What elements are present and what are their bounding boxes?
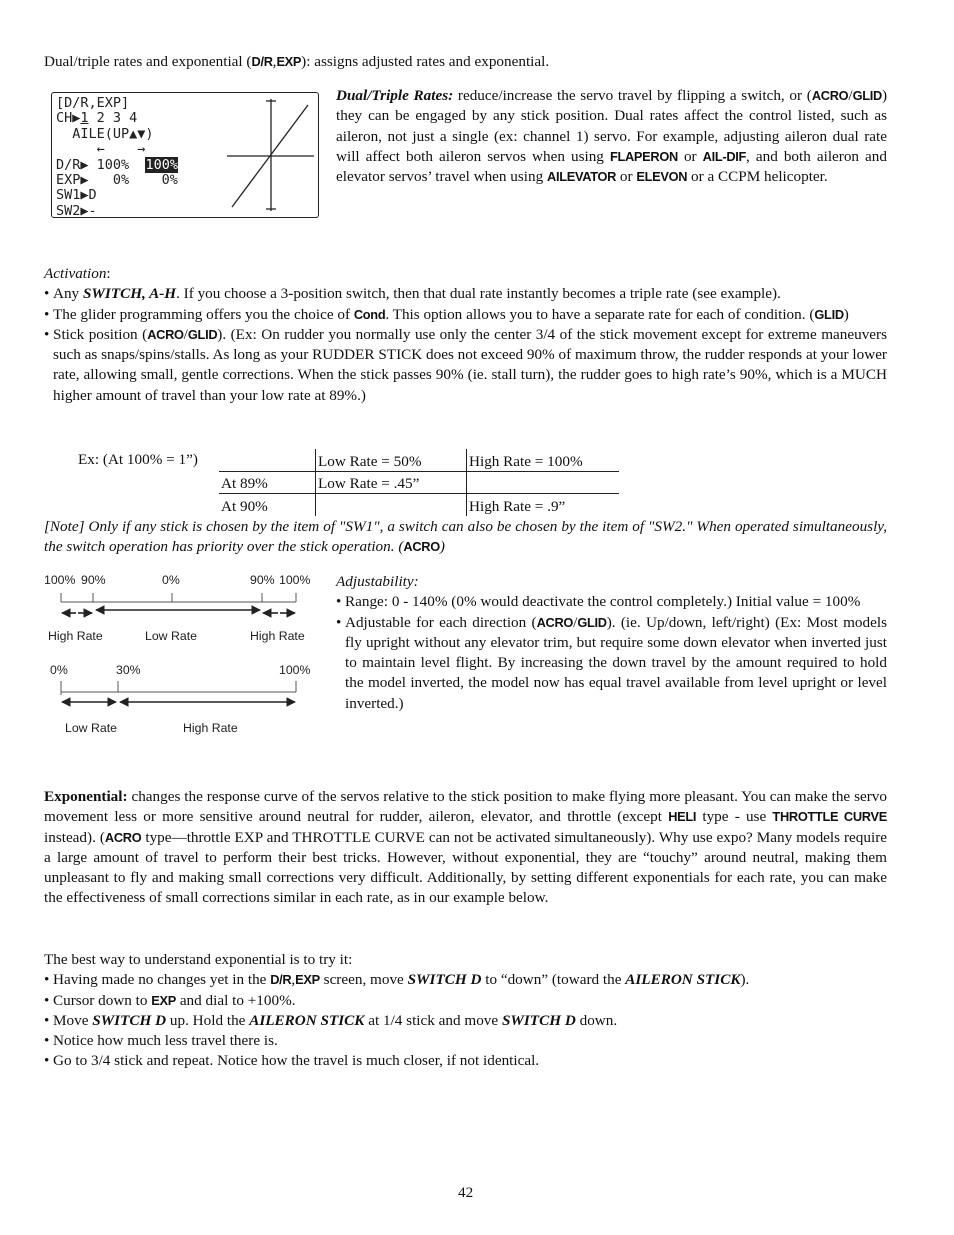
dr-tag: D/R: [251, 54, 273, 69]
example-label: Ex: (At 100% = 1”): [78, 451, 198, 468]
table-row: At 89% Low Rate = .45”: [219, 471, 619, 494]
exp-tag: EXP: [276, 54, 302, 69]
section-heading: Dual/triple rates and exponential (D/R,EXP): assigns adjusted rates and exponential.: [44, 53, 550, 70]
list-item: • Stick position (ACRO/GLID). (Ex: On rudder you normally use only the center 3/4 of the stick movement except for extreme maneuvers such as snaps/spins/stalls. As long as your RUDDER STICK does not exceed 90% of maximum throw, the rudder responds at your lower rate, allowing small, gentle corrections. When the stick passes 90% (ie. stall turn), the rudder goes to high rate’s 90%, which is a MUCH higher amount of travel than your low rate at 89%.): [44, 325, 887, 406]
lcd-text: [D/R,EXP] CH▶1 2 3 4 AILE(UP▲▼) ← → D/R▶ 100% 100% EXP▶ 0% 0% SW1▶D SW2▶-: [56, 95, 178, 219]
list-item: • Notice how much less travel there is.: [44, 1031, 887, 1051]
list-item: • Move SWITCH D up. Hold the AILERON STICK at 1/4 stick and move SWITCH D down.: [44, 1011, 887, 1031]
lcd-arrow-icon: ▶: [80, 187, 89, 204]
list-item: • Go to 3/4 stick and repeat. Notice how the travel is much closer, if not identical.: [44, 1051, 887, 1071]
page-number: 42: [458, 1184, 474, 1201]
table-row: Low Rate = 50% High Rate = 100%: [219, 449, 619, 471]
rate-diagrams: [0, 0, 330, 740]
list-item: • Cursor down to EXP and dial to +100%.: [44, 991, 887, 1011]
lcd-arrow-icon: ▶: [80, 172, 89, 189]
adjustability-section: Adjustability: • Range: 0 - 140% (0% would deactivate the control completely.) Initial value = 100% • Adjustable for each direction (ACRO/GLID). (ie. Up/down, left/right) (Ex: Most models fly upright without any elevator trim, but require some down elevator when inverted just to maintain level flight. By increasing the down travel by the amount required to hold the model inverted, the model now has equal travel available from level upright or level inverted.): [336, 572, 887, 714]
list-item: • Any SWITCH, A-H. If you choose a 3-position switch, then that dual rate instantly becomes a triple rate (see example).: [44, 284, 887, 304]
list-item: • Having made no changes yet in the D/R,EXP screen, move SWITCH D to “down” (toward the AILERON STICK).: [44, 970, 887, 990]
tryit-section: The best way to understand exponential is to try it: • Having made no changes yet in the D/R,EXP screen, move SWITCH D to “down” (toward the AILERON STICK). • Cursor down to EXP and dial to +100%. • Move SWITCH D up. Hold the AILERON STICK at 1/4 stick and move SWITCH D down. • Notice how much less travel there is. • Go to 3/4 stick and repeat. Notice how the travel is much closer, if not identical.: [44, 950, 887, 1072]
lcd-arrow-icon: ▶: [80, 156, 89, 173]
lcd-arrow-icon: ▶: [80, 202, 89, 219]
lcd-updown-icon: ▲▼: [129, 125, 146, 142]
note-paragraph: [Note] Only if any stick is chosen by the item of "SW1", a switch can also be chosen by the item of "SW2." When operated simultaneously, the switch operation has priority over the stick operation. (ACRO): [44, 518, 887, 556]
lcd-cursor: 100%: [145, 156, 178, 173]
activation-section: Activation: • Any SWITCH, A-H. If you choose a 3-position switch, then that dual rate instantly becomes a triple rate (see example). • The glider programming offers you the choice of Cond. This option allows you to have a separate rate for each of condition. (GLID) • Stick position (ACRO/GLID). (Ex: On rudder you normally use only the center 3/4 of the stick movement except for extreme maneuvers such as snaps/spins/stalls. As long as your RUDDER STICK does not exceed 90% of maximum throw, the rudder responds at your lower rate, allowing small, gentle corrections. When the stick passes 90% (ie. stall turn), the rudder goes to high rate’s 90%, which is a MUCH higher amount of travel than your low rate at 89%.): [44, 264, 887, 406]
list-item: • Adjustable for each direction (ACRO/GLID). (ie. Up/down, left/right) (Ex: Most models fly upright without any elevator trim, but require some down elevator when inverted just to maintain level flight. By increasing the down travel by the amount required to hold the model inverted, the model now has equal travel available from level upright or level inverted.): [336, 613, 887, 714]
dual-rates-paragraph: Dual/Triple Rates: reduce/increase the servo travel by flipping a switch, or (ACRO/GLID) they can be engaged by any stick position. Dual rates affect the control listed, such as aileron, not just a single (ex: channel 1) servo. For example, adjusting aileron dual rate will affect both aileron servos when using FLAPERON or AIL-DIF, and both aileron and elevator servos’ travel when using AILEVATOR or ELEVON or a CCPM helicopter.: [336, 87, 887, 186]
exponential-paragraph: Exponential: changes the response curve of the servos relative to the stick position to make flying more pleasant. You can make the servo movement less or more sensitive around neutral for rudder, aileron, elevator, and throttle (except HELI type - use THROTTLE CURVE instead). (ACRO type—throttle EXP and THROTTLE CURVE can not be activated simultaneously). Why use expo? Many models require a large amount of travel to perform their best tricks. However, without exponential, they are “touchy” around neutral, making them unpleasant to fly and making small corrections very difficult. Additionally, by setting different exponentials for each rate, you can make the effectiveness of small corrections similar in each rate, as in our example below.: [44, 788, 887, 907]
list-item: • Range: 0 - 140% (0% would deactivate the control completely.) Initial value = 100%: [336, 592, 887, 612]
table-row: At 90% High Rate = .9”: [219, 494, 619, 516]
list-item: • The glider programming offers you the choice of Cond. This option allows you to have a separate rate for each of condition. (GLID): [44, 305, 887, 325]
lcd-arrow-icon: ▶: [72, 110, 81, 127]
